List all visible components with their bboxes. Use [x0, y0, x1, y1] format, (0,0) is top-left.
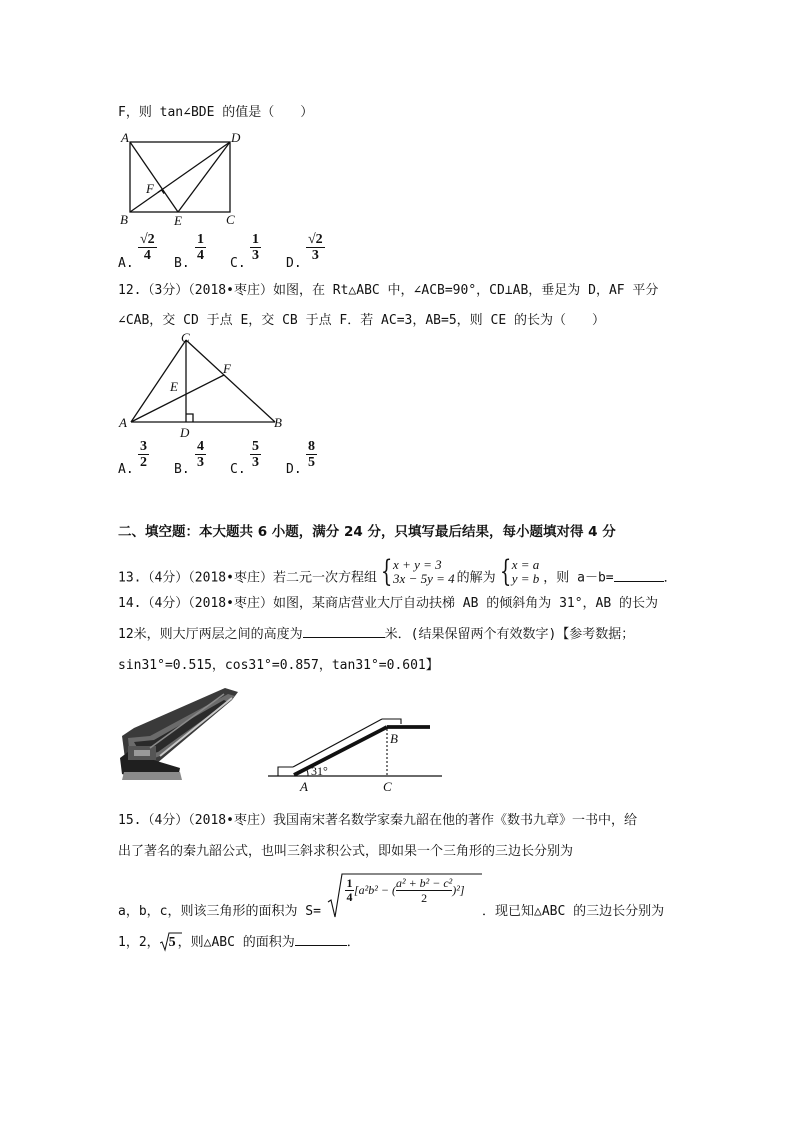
q15-end: ． [346, 935, 360, 950]
q13-middle: 的解为 [456, 570, 496, 586]
q12-option-d-letter: D. [286, 462, 302, 477]
q12-question-line2: ∠CAB，交 CD 于点 E，交 CB 于点 F．若 AC=3，AB=5，则 CE 的长为（ ） [118, 313, 605, 328]
q13-end: ． [663, 570, 677, 586]
q14-label-angle: 31° [311, 764, 328, 778]
q14-question-line2 [118, 626, 634, 644]
q12-option-b-numerator: 4 [197, 439, 204, 454]
q12-option-a-fraction [138, 439, 149, 470]
q12-label-B: B [274, 415, 282, 430]
q12-option-b-denominator: 3 [197, 455, 204, 470]
q12-triangle-figure [112, 330, 292, 440]
q11-option-d-denominator: 3 [311, 248, 319, 263]
q14-label-C: C [383, 779, 392, 794]
q11-question-tail: F，则 tan∠BDE 的值是（ ） [118, 105, 314, 120]
q15-minus: − ( [377, 883, 396, 897]
q12-option-c-letter: C. [230, 462, 246, 477]
q11-label-A: A [121, 130, 129, 145]
q13-solution-system: { x = a y = b [499, 554, 540, 589]
q15-line4-pre: 1，2， [118, 935, 160, 950]
q13-answer-blank[interactable] [614, 581, 664, 582]
q12-label-D: D [180, 425, 190, 440]
q11-option-c-fraction [250, 232, 261, 263]
q11-option-c-letter: C. [230, 256, 246, 271]
q15-open-bracket: [ [354, 883, 359, 897]
q15-inner-den: 2 [421, 891, 428, 905]
q12-option-b-letter: B. [174, 462, 190, 477]
q15-line4-post: ，则△ABC 的面积为 [177, 935, 295, 950]
q15-close: )²] [452, 883, 465, 897]
q11-option-c-numerator: 1 [252, 232, 259, 247]
q12-option-c-numerator: 5 [252, 439, 259, 454]
q11-option-b-fraction [195, 232, 206, 263]
q15-line3-post: ．现已知△ABC 的三边长分别为 [482, 904, 665, 919]
q11-option-b-denominator: 4 [197, 248, 204, 263]
q14-label-A: A [300, 779, 308, 794]
q15-quarter-den: 4 [346, 890, 353, 904]
q15-quarter-fraction [345, 877, 354, 904]
q12-option-d-fraction [306, 439, 317, 470]
q14-line2-pre: 12米，则大厅两层之间的高度为 [118, 627, 303, 642]
q13-prefix: 13.（4分）（2018•枣庄）若二元一次方程组 [118, 570, 377, 586]
q12-label-F: F [223, 361, 231, 376]
q14-label-B: B [390, 731, 398, 746]
q11-option-b-letter: B. [174, 256, 190, 271]
q15-inner-num: a² + b² − c² [395, 876, 453, 890]
q13-suffix: ，则 a－b= [543, 570, 614, 586]
q11-label-C: C [226, 212, 235, 227]
escalator-diagram [264, 710, 444, 798]
q13-solution-1: x = a [511, 557, 540, 572]
q11-option-a-letter: A. [118, 256, 134, 271]
q13-equation-1: x + y = 3 [393, 557, 442, 572]
q11-option-a-numerator: √2 [140, 232, 155, 247]
q12-label-C: C [181, 330, 190, 345]
q11-rectangle-figure [112, 127, 252, 229]
q12-option-a-numerator: 3 [140, 439, 147, 454]
q12-question-line1: 12.（3分）（2018•枣庄）如图，在 Rt△ABC 中，∠ACB=90°，CD⊥AB，垂足为 D，AF 平分 [118, 283, 659, 298]
q12-option-a-letter: A. [118, 462, 134, 477]
escalator-photo [120, 686, 242, 782]
q12-option-d-numerator: 8 [308, 439, 315, 454]
q11-label-B: B [120, 212, 128, 227]
q11-option-d-fraction [306, 232, 325, 263]
q14-reference-data: sin31°=0.515，cos31°=0.857，tan31°=0.601】 [118, 658, 439, 673]
q11-option-b-numerator: 1 [197, 232, 204, 247]
q12-label-E: E [170, 379, 178, 394]
q14-answer-blank[interactable] [303, 637, 385, 638]
q15-inner-fraction [396, 876, 452, 905]
q11-option-d-letter: D. [286, 256, 302, 271]
q14-line2-post: 米．(结果保留两个有效数字)【参考数据； [384, 627, 635, 642]
q13-question [118, 554, 677, 593]
q15-quarter-num: 1 [346, 876, 353, 890]
q11-label-D: D [231, 130, 241, 145]
q11-option-d-numerator: √2 [308, 232, 323, 247]
q13-solution-2: y = b [511, 571, 540, 586]
q12-option-c-denominator: 3 [252, 455, 259, 470]
q15-question-line4 [118, 934, 360, 952]
q12-option-c-fraction [250, 439, 261, 470]
q12-option-a-denominator: 2 [140, 455, 147, 470]
q14-question-line1: 14.（4分）（2018•枣庄）如图，某商店营业大厅自动扶梯 AB 的倾斜角为 31°，AB 的长为 [118, 596, 659, 611]
q12-option-d-denominator: 5 [308, 455, 315, 470]
q15-line3-pre: a，b，c，则该三角形的面积为 S= [118, 904, 321, 919]
q12-option-b-fraction [195, 439, 206, 470]
q15-question-line1: 15.（4分）（2018•枣庄）我国南宋著名数学家秦九韶在他的著作《数书九章》一书中，给 [118, 813, 637, 828]
q12-label-A: A [119, 415, 127, 430]
q15-question-line2: 出了著名的秦九韶公式，也叫三斜求积公式，即如果一个三角形的三边长分别为 [118, 844, 574, 859]
q13-equation-system: { x + y = 3 3x − 5y = 4 [380, 554, 455, 589]
q15-formula-body [345, 876, 465, 905]
q15-sqrt5-radicand: 5 [168, 935, 176, 950]
q15-sqrt5 [160, 934, 176, 952]
q13-equation-2: 3x − 5y = 4 [393, 571, 455, 586]
q11-label-E: E [174, 213, 182, 228]
q11-option-a-denominator: 4 [143, 248, 151, 263]
q11-label-F: F [146, 181, 154, 196]
q15-answer-blank[interactable] [295, 945, 347, 946]
q11-option-a-fraction [138, 232, 157, 263]
q15-ab-term: a²b² [358, 883, 378, 897]
section-heading-fill-in: 二、填空题：本大题共 6 小题，满分 24 分，只填写最后结果，每小题填对得 4 分 [118, 524, 616, 540]
q11-option-c-denominator: 3 [252, 248, 259, 263]
